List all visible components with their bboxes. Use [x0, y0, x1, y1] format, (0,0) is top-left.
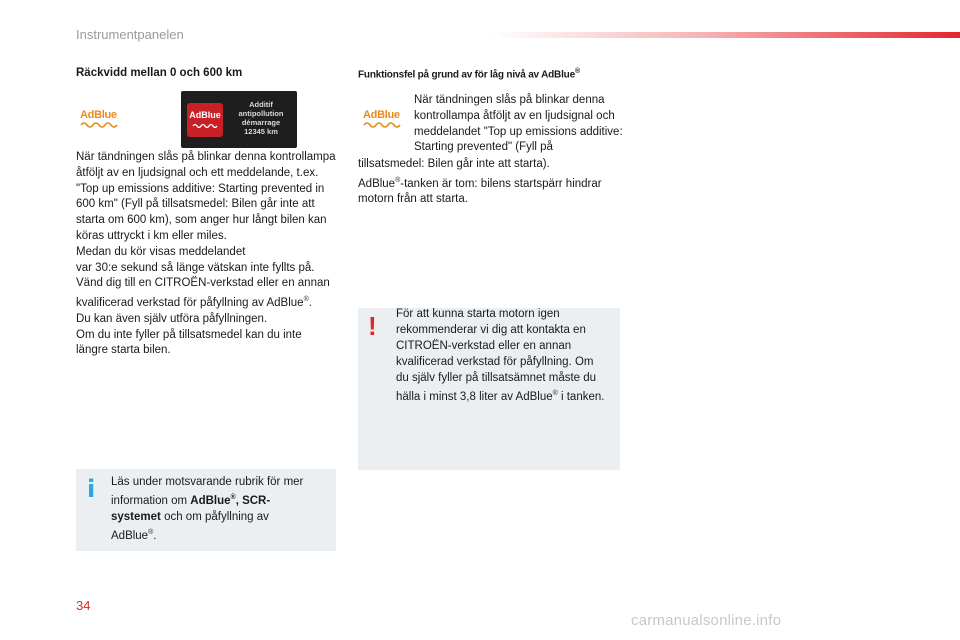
- info-note-text: Läs under motsvarande rubrik för mer information om AdBlue®, SCR-systemet och om påfyllning av AdBlue®.: [111, 476, 304, 542]
- section-title: Instrumentpanelen: [76, 27, 184, 42]
- exclamation-icon: !: [368, 311, 377, 341]
- warning-note-text: För att kunna starta motorn igen rekommenderar vi dig att kontakta en CITROËN-verkstad eller en annan kvalificerad verkstad för påfyllning. Om du själv fyller på tillsatsämnet måste du hälla i minst 3,8 liter av AdBlue® i tanken.: [396, 308, 605, 403]
- range-heading: Räckvidd mellan 0 och 600 km: [76, 67, 243, 79]
- watermark: carmanualsonline.info: [631, 612, 782, 629]
- adblue-warning-icon: AdBlue: [80, 109, 118, 128]
- dashboard-display: [181, 91, 297, 148]
- adblue-display-icon: AdBlue: [187, 103, 223, 137]
- page-number: 34: [76, 598, 91, 613]
- info-note: [76, 469, 336, 551]
- adblue-warning-icon-right: AdBlue: [363, 109, 401, 128]
- display-message: Additif antipollution démarrage 12345 km: [238, 100, 284, 136]
- info-icon: i: [87, 475, 96, 503]
- warning-note: [358, 308, 620, 470]
- malfunction-description-continued: tillsatsmedel: Bilen går inte att starta). AdBlue®-tanken är tom: bilens startspärr hindrar motorn från att starta.: [358, 158, 602, 206]
- header-accent-bar: [490, 32, 960, 38]
- malfunction-description: När tändningen slås på blinkar denna kontrollampa åtföljt av en ljudsignal och meddelandet "Top up emissions additive: Starting prevented" (Fyll på: [414, 94, 623, 154]
- malfunction-heading: Funktionsfel på grund av för låg nivå av AdBlue®: [358, 68, 580, 81]
- range-description: När tändningen slås på blinkar denna kontrollampa åtföljt av en ljudsignal och ett meddelande, t.ex. "Top up emissions additive: Starting prevented in 600 km" (Fyll på tillsatsmedel: Bilen går inte att starta om 600 km), som anger hur långt bilen kan köras uttryckt i km eller miles. Medan du kör visas meddelandet var 30:e sekund så länge vätskan inte fyllts på. Vänd dig till en CITROËN-verkstad eller en annan kvalificerad verkstad för påfyllning av AdBlue®. Du kan även själv utföra påfyllningen. Om du inte fyller på tillsatsmedel kan du inte längre starta bilen.: [76, 151, 336, 357]
